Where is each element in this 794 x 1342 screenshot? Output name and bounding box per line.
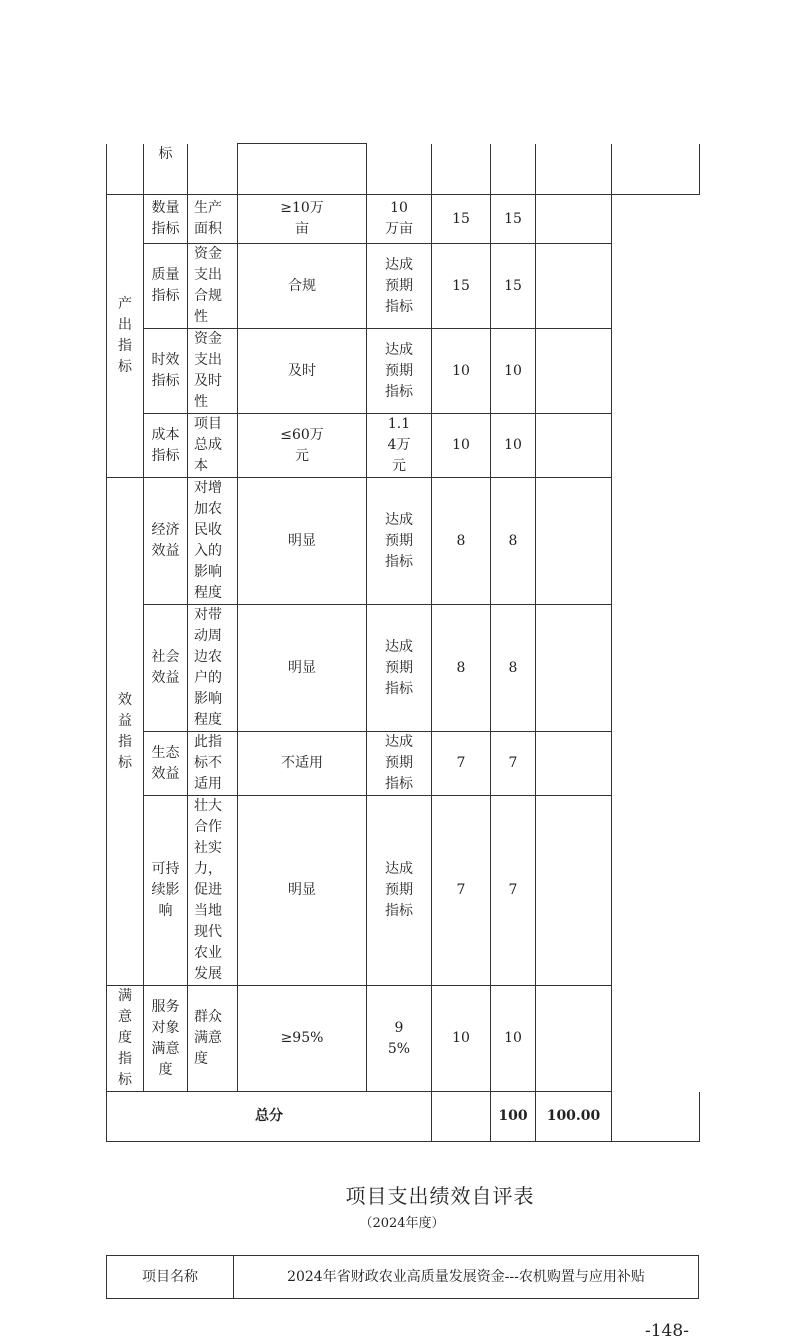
score: 8 xyxy=(491,478,536,605)
score: 15 xyxy=(491,195,536,244)
weight: 10 xyxy=(432,986,491,1092)
score: 10 xyxy=(491,986,536,1092)
first-level-indicator-cell xyxy=(107,144,144,195)
third-level-indicator xyxy=(144,414,188,478)
cell xyxy=(432,144,491,195)
weight: 8 xyxy=(432,605,491,732)
sub-indicator-text: 经济效益 xyxy=(151,522,180,559)
target-value xyxy=(238,478,367,605)
actual-value xyxy=(367,244,432,329)
indicator-item: 此指标不适用 xyxy=(188,732,238,796)
third-level-indicator xyxy=(144,605,188,732)
target-text: 不适用 xyxy=(281,755,323,771)
third-level-indicator xyxy=(144,478,188,605)
second-level-indicator xyxy=(107,986,144,1092)
target-value xyxy=(238,244,367,329)
remark xyxy=(536,796,612,986)
total-row xyxy=(107,1092,700,1142)
actual-value xyxy=(367,986,432,1092)
target-text: ≤60万元 xyxy=(280,426,324,464)
second-level-indicator xyxy=(107,195,144,478)
target-text: 明显 xyxy=(288,532,316,549)
remark xyxy=(536,986,612,1092)
actual-value xyxy=(367,605,432,732)
sub-indicator-text: 服务对象满意度 xyxy=(151,998,180,1078)
sub-indicator-text: 质量指标 xyxy=(151,267,180,304)
cell xyxy=(536,144,612,195)
table-row xyxy=(107,144,700,195)
project-info-table xyxy=(106,1255,699,1299)
table-row xyxy=(107,244,700,329)
third-level-indicator xyxy=(144,796,188,986)
score: 10 xyxy=(491,414,536,478)
cell xyxy=(188,144,238,195)
weight: 10 xyxy=(432,329,491,414)
section-subtitle: （2024年度） xyxy=(359,1216,445,1231)
total-score: 100.00 xyxy=(536,1092,612,1142)
cell xyxy=(432,1092,491,1142)
second-level-indicator-cell xyxy=(144,144,188,195)
weight: 15 xyxy=(432,244,491,329)
table-row xyxy=(107,329,700,414)
score: 7 xyxy=(491,796,536,986)
section-title: 项目支出绩效自评表 xyxy=(345,1184,535,1208)
weight: 7 xyxy=(432,796,491,986)
cell xyxy=(612,144,700,195)
page-number: -148- xyxy=(645,1321,689,1341)
actual-text: 达成预期指标 xyxy=(385,638,413,697)
target-value xyxy=(238,605,367,732)
target-text: 及时 xyxy=(288,362,316,379)
table-row xyxy=(107,796,700,986)
second-level-indicator xyxy=(107,478,144,986)
third-level-indicator xyxy=(144,986,188,1092)
sub-indicator-text: 成本指标 xyxy=(151,426,180,464)
target-text: ≥10万亩 xyxy=(280,200,324,237)
indicator-item: 资金支出合规性 xyxy=(188,244,238,329)
actual-text: 达成预期指标 xyxy=(385,256,413,315)
actual-text: 达成预期指标 xyxy=(385,734,413,792)
actual-value xyxy=(367,329,432,414)
target-value xyxy=(238,986,367,1092)
cell xyxy=(238,144,367,195)
third-level-indicator xyxy=(144,195,188,244)
actual-value xyxy=(367,732,432,796)
actual-text: 10万亩 xyxy=(385,200,413,237)
remark xyxy=(536,329,612,414)
table-row xyxy=(107,1256,699,1299)
remark xyxy=(536,414,612,478)
project-name-label: 项目名称 xyxy=(107,1256,234,1299)
target-value xyxy=(238,329,367,414)
total-label: 总分 xyxy=(107,1092,432,1142)
target-value xyxy=(238,732,367,796)
group-name: 产出指标 xyxy=(118,296,132,375)
weight: 10 xyxy=(432,414,491,478)
group-name: 满意度指标 xyxy=(118,988,132,1088)
indicator-item: 对带动周边农户的影响程度 xyxy=(188,605,238,732)
actual-text: 达成预期指标 xyxy=(385,861,413,919)
score: 10 xyxy=(491,329,536,414)
table-row xyxy=(107,478,700,605)
weight: 15 xyxy=(432,195,491,244)
group-name: 效益指标 xyxy=(118,691,132,771)
cell xyxy=(367,144,432,195)
cell xyxy=(612,1092,700,1142)
actual-text: 达成预期指标 xyxy=(385,341,413,400)
remark xyxy=(536,244,612,329)
indicator-item: 对增加农民收入的影响程度 xyxy=(188,478,238,605)
target-text: 明显 xyxy=(288,882,316,898)
indicator-item: 群众满意度 xyxy=(188,986,238,1092)
indicator-item: 生产面积 xyxy=(188,195,238,244)
score: 15 xyxy=(491,244,536,329)
target-text: 明显 xyxy=(288,659,316,676)
remark xyxy=(536,605,612,732)
table-row xyxy=(107,195,700,244)
table-row xyxy=(107,414,700,478)
indicator-item: 资金支出及时性 xyxy=(188,329,238,414)
actual-value xyxy=(367,478,432,605)
third-level-indicator xyxy=(144,732,188,796)
actual-value xyxy=(367,796,432,986)
third-level-indicator xyxy=(144,329,188,414)
score: 8 xyxy=(491,605,536,732)
indicator-item: 项目总成本 xyxy=(188,414,238,478)
weight: 8 xyxy=(432,478,491,605)
indicator-item: 壮大合作社实力，促进当地现代农业发展 xyxy=(188,796,238,986)
category-text: 标 xyxy=(158,145,173,162)
project-name-value: 2024年省财政农业高质量发展资金---农机购置与应用补贴 xyxy=(234,1256,699,1299)
sub-indicator-text: 社会效益 xyxy=(151,649,180,686)
actual-value xyxy=(367,414,432,478)
remark xyxy=(536,732,612,796)
remark xyxy=(536,195,612,244)
actual-value xyxy=(367,195,432,244)
table-row xyxy=(107,986,700,1092)
third-level-indicator xyxy=(144,244,188,329)
table-row xyxy=(107,732,700,796)
sub-indicator-text: 可持续影响 xyxy=(151,861,180,919)
actual-text: 达成预期指标 xyxy=(385,511,413,570)
sub-indicator-text: 数量指标 xyxy=(151,200,180,237)
actual-text: 1.14万元 xyxy=(387,416,411,474)
cell xyxy=(491,144,536,195)
score: 7 xyxy=(491,732,536,796)
sub-indicator-text: 时效指标 xyxy=(151,352,180,389)
target-value xyxy=(238,796,367,986)
sub-indicator-text: 生态效益 xyxy=(151,744,180,782)
table-row xyxy=(107,605,700,732)
target-value xyxy=(238,195,367,244)
weight: 7 xyxy=(432,732,491,796)
target-text: ≥95% xyxy=(280,1030,324,1046)
performance-indicator-table xyxy=(106,143,700,1142)
remark xyxy=(536,478,612,605)
target-value xyxy=(238,414,367,478)
total-weight: 100 xyxy=(491,1092,536,1142)
actual-text: 95% xyxy=(387,1019,411,1057)
target-text: 合规 xyxy=(288,277,316,294)
